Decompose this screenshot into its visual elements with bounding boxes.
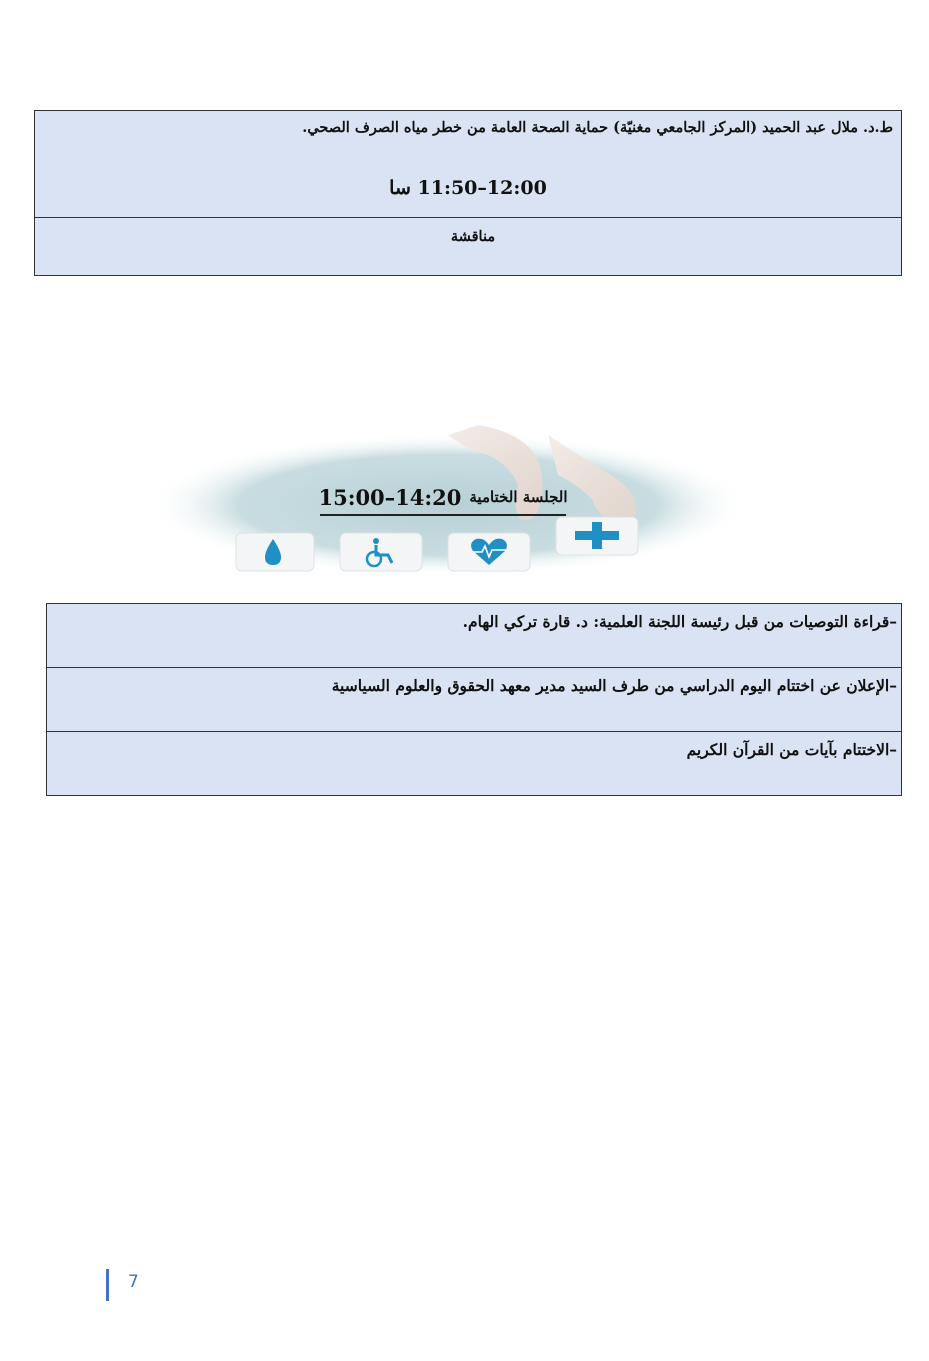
discussion-label: مناقشة [450, 228, 496, 245]
closing-items-table [46, 603, 902, 796]
closing-item-row [47, 732, 901, 795]
closing-item-row [47, 604, 901, 668]
quran-closing-item: –الاختتام بآيات من القرآن الكريم [686, 740, 897, 759]
closing-item-row [47, 668, 901, 732]
closing-session-label: الجلسة الختامية [469, 488, 568, 506]
drop-icon [236, 533, 314, 571]
closing-session-time: 15:00–14:20 [318, 484, 462, 510]
closing-announcement-item: –الإعلان عن اختتام اليوم الدراسي من طرف السيد مدير معهد الحقوق والعلوم السياسية [331, 676, 897, 695]
slot-time: 12:00–11:50 سا [389, 177, 547, 199]
wheelchair-icon [340, 533, 422, 571]
speaker-line: ط.د. ملال عبد الحميد (المركز الجامعي مغنيّة) حماية الصحة العامة من خطر مياه الصرف الصحي. [302, 119, 893, 136]
discussion-row [35, 218, 901, 275]
recommendations-item: –قراءة التوصيات من قبل رئيسة اللجنة العلمية: د. قارة تركي الهام. [462, 612, 897, 631]
program-slot-row [35, 111, 901, 218]
footer-accent-bar [106, 1269, 109, 1301]
plus-icon [556, 517, 638, 555]
program-table [34, 110, 902, 276]
heart-icon [448, 533, 530, 571]
page-number: 7 [128, 1272, 139, 1292]
closing-session-title [320, 480, 566, 516]
